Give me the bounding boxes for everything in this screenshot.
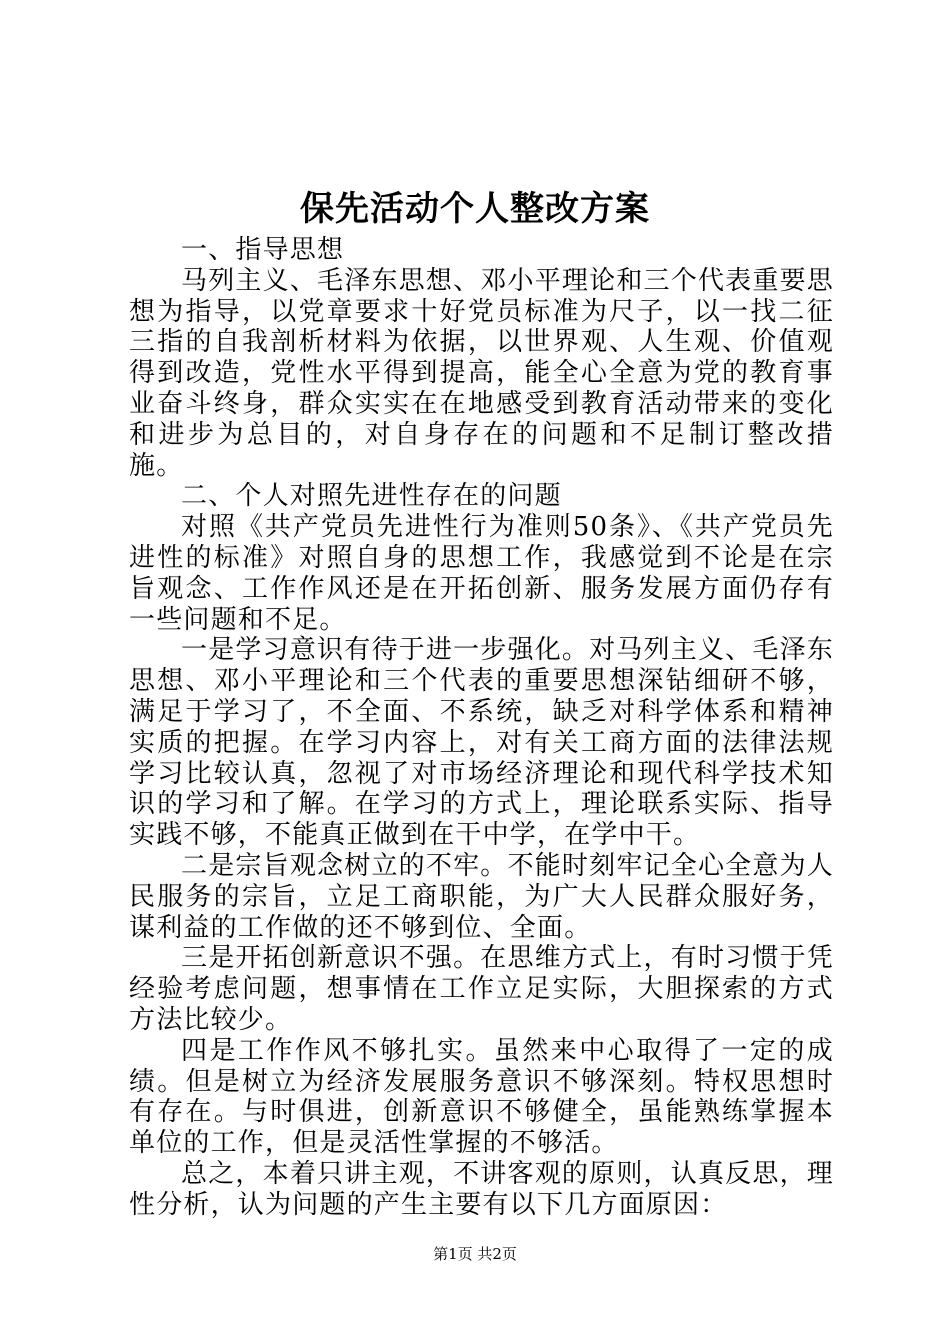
- page-number-footer: 第1页 共2页: [433, 1245, 517, 1263]
- document-body: [129, 235, 834, 1221]
- paragraph-problem-two: 二是宗旨观念树立的不牢。不能时刻牢记全心全意为人民服务的宗旨，立足工商职能，为广大人民群众服好务，谋利益的工作做的还不够到位、全面。: [129, 850, 834, 943]
- section-heading-guiding-thought: 一、指导思想: [181, 235, 345, 265]
- paragraph-guiding-thought: 马列主义、毛泽东思想、邓小平理论和三个代表重要思想为指导，以党章要求十好党员标准为尺子，以一找二征三指的自我剖析材料为依据，以世界观、人生观、价值观得到改造，党性水平得到提高，能全心全意为党的教育事业奋斗终身，群众实实在在地感受到教育活动带来的变化和进步为总目的，对自身存在的问题和不足制订整改措施。: [129, 265, 834, 481]
- document-title: 保先活动个人整改方案: [300, 189, 650, 229]
- paragraph-problem-one: 一是学习意识有待于进一步强化。对马列主义、毛泽东思想、邓小平理论和三个代表的重要思想深钻细研不够，满足于学习了，不全面、不系统，缺乏对科学体系和精神实质的把握。在学习内容上，对有关工商方面的法律法规学习比较认真，忽视了对市场经济理论和现代科学技术知识的学习和了解。在学习的方式上，理论联系实际、指导实践不够，不能真正做到在干中学，在学中干。: [129, 635, 834, 851]
- paragraph-problem-three: 三是开拓创新意识不强。在思维方式上，有时习惯于凭经验考虑问题，想事情在工作立足实际，大胆探索的方式方法比较少。: [129, 943, 834, 1035]
- paragraph-summary: 总之，本着只讲主观，不讲客观的原则，认真反思，理性分析，认为问题的产生主要有以下几方面原因：: [129, 1158, 834, 1220]
- paragraph-comparison: 对照《共产党员先进性行为准则50条》、《共产党员先进性的标准》对照自身的思想工作，我感觉到不论是在宗旨观念、工作作风还是在开拓创新、服务发展方面仍存有一些问题和不足。: [129, 512, 834, 635]
- section-heading-personal-problems: 二、个人对照先进性存在的问题: [181, 481, 562, 512]
- paragraph-problem-four: 四是工作作风不够扎实。虽然来中心取得了一定的成绩。但是树立为经济发展服务意识不够深刻。特权思想时有存在。与时俱进，创新意识不够健全，虽能熟练掌握本单位的工作，但是灵活性掌握的不够活。: [129, 1035, 834, 1159]
